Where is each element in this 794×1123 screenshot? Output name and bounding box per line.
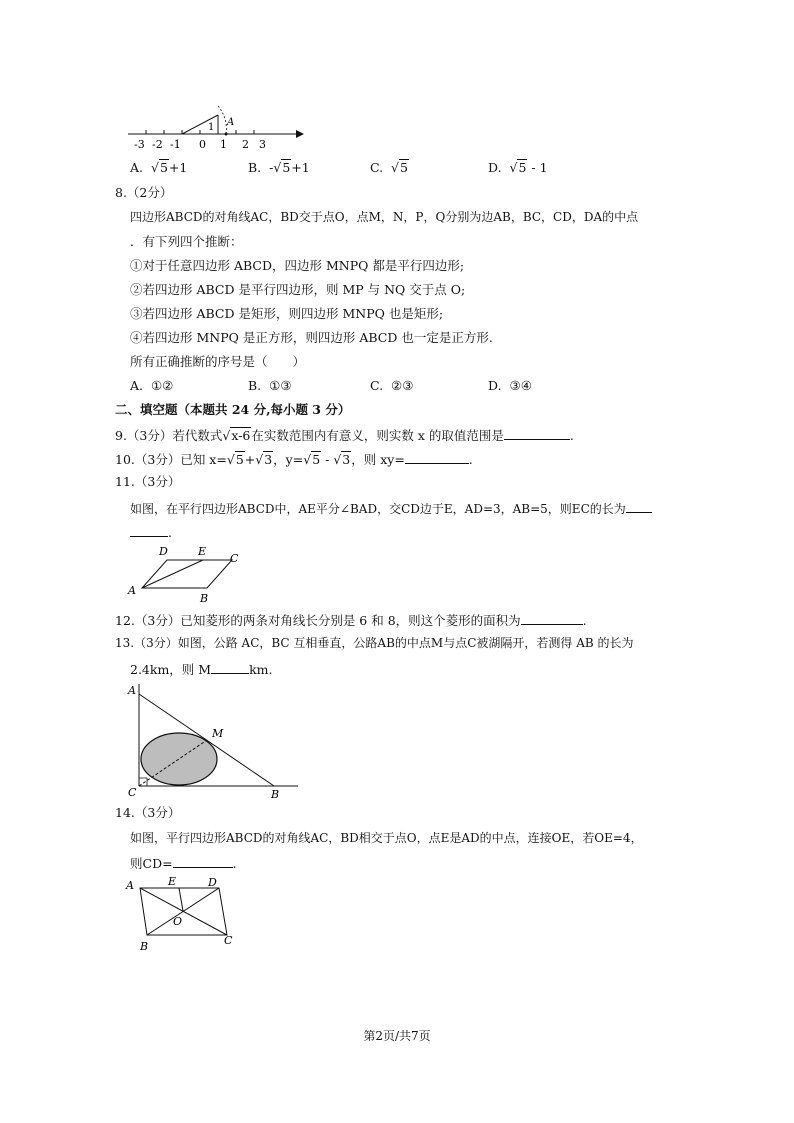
q13-lake-figure — [122, 680, 304, 800]
tick-label: 0 — [199, 138, 206, 151]
q14-stem: 如图，平行四边形ABCD的对角线AC，BD相交于点O，点E是AD的中点，连接OE，若OE=4， — [130, 831, 643, 845]
q14-parallelogram-figure — [122, 873, 252, 955]
q9-line: 9.（3分）若代数式√x-6在实数范围内有意义，则实数 x 的取值范围是 . — [115, 428, 574, 443]
tick-label: -3 — [134, 138, 145, 151]
q8-statement-3: ③若四边形 ABCD 是矩形，则四边形 MNPQ 也是矩形; — [130, 306, 444, 321]
number-line-figure — [120, 103, 310, 153]
q8-option-b: B. ①③ — [248, 378, 292, 393]
tick-label: 1 — [220, 138, 227, 151]
q7-option-c: C. √5 — [370, 160, 408, 175]
section-heading: 二、填空题（本题共 24 分,每小题 3 分） — [115, 402, 351, 417]
q11-label-c: C — [230, 552, 239, 565]
answer-blank[interactable] — [211, 660, 249, 674]
triangle-side-label: 1 — [208, 122, 215, 133]
tick-label: 2 — [242, 138, 249, 151]
q11-parallelogram-figure — [122, 543, 252, 605]
answer-blank[interactable] — [504, 426, 570, 440]
q14-label-d: D — [208, 876, 217, 889]
page-footer: 第2页/共7页 — [363, 1029, 431, 1043]
q10-line: 10.（3分）已知 x=√5+√3，y=√5 - √3，则 xy= . — [115, 452, 473, 467]
answer-blank[interactable] — [405, 450, 469, 464]
q14-stem-cont: 则CD= . — [130, 856, 237, 871]
q8-stem-line1: 四边形ABCD的对角线AC，BD交于点O，点M，N，P，Q分别为边AB，BC，CD，DA的中点 — [130, 210, 639, 224]
q13-label-b: B — [271, 788, 280, 800]
answer-blank[interactable] — [626, 499, 652, 513]
q11-stem: 如图，在平行四边形ABCD中，AE平分∠BAD，交CD边于E，AD=3，AB=5，则EC的长为 — [130, 499, 652, 517]
q13-line1: 13.（3分）如图，公路 AC，BC 互相垂直，公路AB的中点M与点C被湖隔开，若测得 AB 的长为 — [115, 636, 634, 650]
q13-label-m: M — [212, 727, 224, 740]
q14-header: 14.（3分） — [115, 805, 181, 820]
tick-label: -1 — [170, 138, 181, 151]
q14-label-b: B — [140, 940, 149, 953]
q8-option-a: A. ①② — [130, 378, 174, 393]
q7-option-d: D. √5 - 1 — [488, 160, 548, 175]
q13-label-c: C — [128, 786, 137, 799]
q13-label-a: A — [128, 684, 136, 697]
q14-label-c: C — [224, 934, 233, 947]
q8-header: 8.（2分） — [115, 185, 173, 200]
q11-label-d: D — [159, 545, 168, 558]
answer-blank-cont — [130, 523, 168, 537]
q14-label-o: O — [173, 915, 183, 928]
q11-header: 11.（3分） — [115, 474, 181, 489]
q8-option-c: C. ②③ — [370, 378, 414, 393]
q11-label-e: E — [198, 545, 207, 558]
tick-label: -2 — [152, 138, 163, 151]
q8-stem-line2: ．有下列四个推断： — [130, 234, 243, 249]
q7-option-a: A. √5+1 — [130, 160, 188, 175]
tick-label: 3 — [259, 138, 266, 151]
answer-blank[interactable] — [173, 854, 233, 868]
q11-label-b: B — [200, 592, 209, 605]
q8-statement-4: ④若四边形 MNPQ 是正方形，则四边形 ABCD 也一定是正方形. — [130, 330, 493, 345]
q7-option-b: B. -√5+1 — [248, 160, 310, 175]
q14-label-e: E — [168, 875, 177, 888]
q8-ask: 所有正确推断的序号是（ ） — [130, 354, 306, 369]
q8-statement-1: ①对于任意四边形 ABCD，四边形 MNPQ 都是平行四边形; — [130, 258, 465, 273]
q8-option-d: D. ③④ — [488, 378, 532, 393]
q11-label-a: A — [128, 584, 136, 597]
answer-blank[interactable] — [521, 611, 583, 625]
q8-statement-2: ②若四边形 ABCD 是平行四边形，则 MP 与 NQ 交于点 O; — [130, 282, 466, 297]
q14-label-a: A — [126, 879, 134, 892]
q11-stem-cont: . — [130, 523, 172, 541]
q12-line: 12.（3分）已知菱形的两条对角线长分别是 6 和 8，则这个菱形的面积为 . — [115, 613, 587, 628]
point-a-label: A — [227, 117, 235, 128]
q13-line2: 2.4km，则 M km. — [130, 662, 273, 677]
